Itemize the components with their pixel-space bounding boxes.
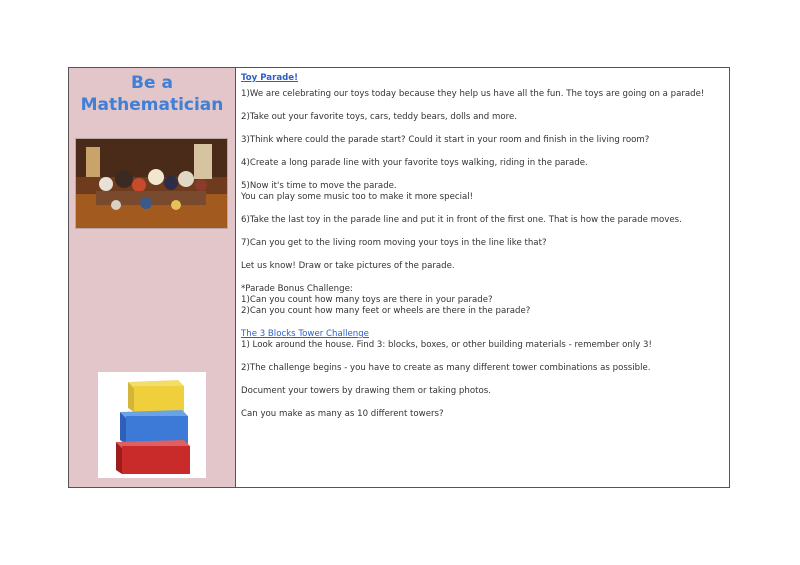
blocks-challenge-link[interactable]: The 3 Blocks Tower Challenge [241, 329, 369, 339]
bonus-item-1: 1)Can you count how many toys are there in your parade? [241, 295, 493, 305]
page-title [69, 72, 235, 116]
paragraph-5b: You can play some music too to make it more special! [241, 192, 474, 202]
title-line-2: Mathematician [80, 95, 224, 115]
left-column [69, 68, 236, 487]
paragraph: 3)Think where could the parade start? Could it start in your room and finish in the living room? [241, 135, 650, 145]
blocks-intro [241, 329, 723, 351]
paragraph: 4)Create a long parade line with your favorite toys walking, riding in the parade. [241, 158, 588, 168]
paragraph: 2)The challenge begins - you have to create as many different tower combinations as possible. [241, 363, 651, 373]
right-column [236, 68, 729, 487]
activity-sheet [68, 67, 730, 488]
paragraph-5 [241, 181, 723, 203]
paragraph: 1) Look around the house. Find 3: blocks, boxes, or other building materials - remember only 3! [241, 340, 652, 350]
paragraph: Document your towers by drawing them or taking photos. [241, 386, 491, 396]
paragraph: 1)We are celebrating our toys today because they help us have all the fun. The toys are going on a parade! [241, 89, 705, 99]
paragraph: 7)Can you get to the living room moving your toys in the line like that? [241, 238, 547, 248]
paragraph: Let us know! Draw or take pictures of the parade. [241, 261, 455, 271]
paragraph-5a: 5)Now it's time to move the parade. [241, 181, 397, 191]
toy-parade-photo [75, 138, 228, 229]
paragraph: 6)Take the last toy in the parade line and put it in front of the first one. That is how the parade moves. [241, 215, 682, 225]
toy-parade-link[interactable]: Toy Parade! [241, 73, 299, 83]
paragraph: Can you make as many as 10 different towers? [241, 409, 444, 419]
bonus-title: *Parade Bonus Challenge: [241, 284, 353, 294]
blocks-tower-image [98, 372, 206, 478]
title-line-1: Be a [131, 73, 173, 93]
bonus-challenge [241, 284, 723, 317]
bonus-item-2: 2)Can you count how many feet or wheels are there in the parade? [241, 306, 531, 316]
paragraph: 2)Take out your favorite toys, cars, teddy bears, dolls and more. [241, 112, 517, 122]
